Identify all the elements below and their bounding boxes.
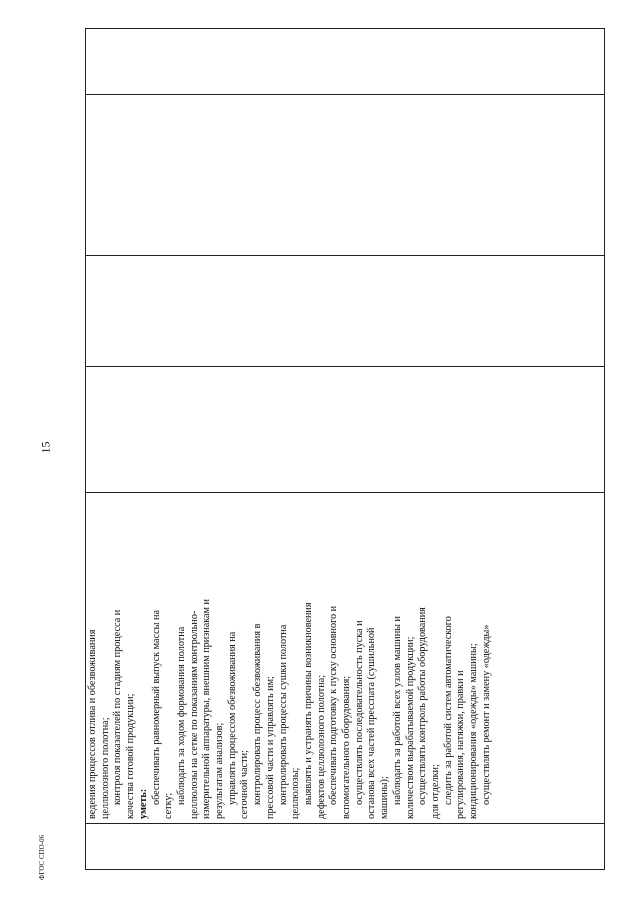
text-line: следить за работой систем автоматического [442,616,454,805]
text-line: прессовой части и управлять им; [264,676,276,819]
text-line: сетку; [163,792,175,819]
text-line: машины); [379,776,391,819]
table-cell-empty-left [86,824,605,870]
text-line: обеспечивать подготовку к пуску основного и [328,605,340,805]
text-line: контроля показателей по стадиям процесса и [112,609,124,805]
text-line: осуществлять контроль работы оборудования [417,607,429,805]
table-cell-empty-right [86,29,605,95]
text-line: кондиционирования «одежды» машины; [468,643,480,819]
text-line: результатам анализов; [214,722,226,819]
text-line: осуществлять последовательность пуска и [353,620,365,805]
page-number: 15 [38,441,53,454]
rotated-table-container [85,35,605,870]
text-line: целлюлозы на сетке по показаниям контрольно- [188,610,200,819]
table-cell-content [86,493,605,824]
text-line: для отделки; [429,764,441,819]
text-line: контролировать процессы сушки полотна [277,624,289,805]
text-line: управлять процессом обезвоживания на [226,631,238,805]
text-line: обеспечивать равномерный выпуск массы на [150,610,162,805]
text-line: контролировать процесс обезвоживания в [252,623,264,805]
text-line: целлюлозного полотна; [99,717,111,819]
competency-text [86,493,495,823]
text-line: останова всех частей пресспата (сушильной [366,627,378,819]
text-line: качества готовой продукции; [125,693,137,819]
text-line: выявлять и устранять причины возникновения [302,602,314,805]
text-line: наблюдать за работой всех узлов машины и [391,616,403,805]
text-line: измерительной аппаратуры, внешним признакам и [201,599,213,819]
table-row [86,29,605,870]
text-line: целлюлозы; [290,767,302,819]
competency-table [85,28,605,870]
table-cell-empty [86,256,605,367]
table-cell-empty [86,367,605,493]
text-line: наблюдать за ходом формования полотна [175,626,187,805]
text-line: осуществлять ремонт и замену «одежды» [480,624,492,805]
text-line: регулирования, натяжки, правки и [455,670,467,819]
text-line: сеточной части; [239,750,251,819]
footer-code: ФГОС СПО-06 [38,834,46,880]
text-line: вспомогательного оборудования; [341,675,353,819]
text-line: ведения процессов отлива и обезвоживания [87,629,98,819]
text-line: дефектов целлюлозного полотна; [315,674,327,819]
table-cell-empty [86,95,605,256]
text-line: уметь: [137,788,149,819]
text-line: количеством вырабатываемой продукции; [404,636,416,819]
